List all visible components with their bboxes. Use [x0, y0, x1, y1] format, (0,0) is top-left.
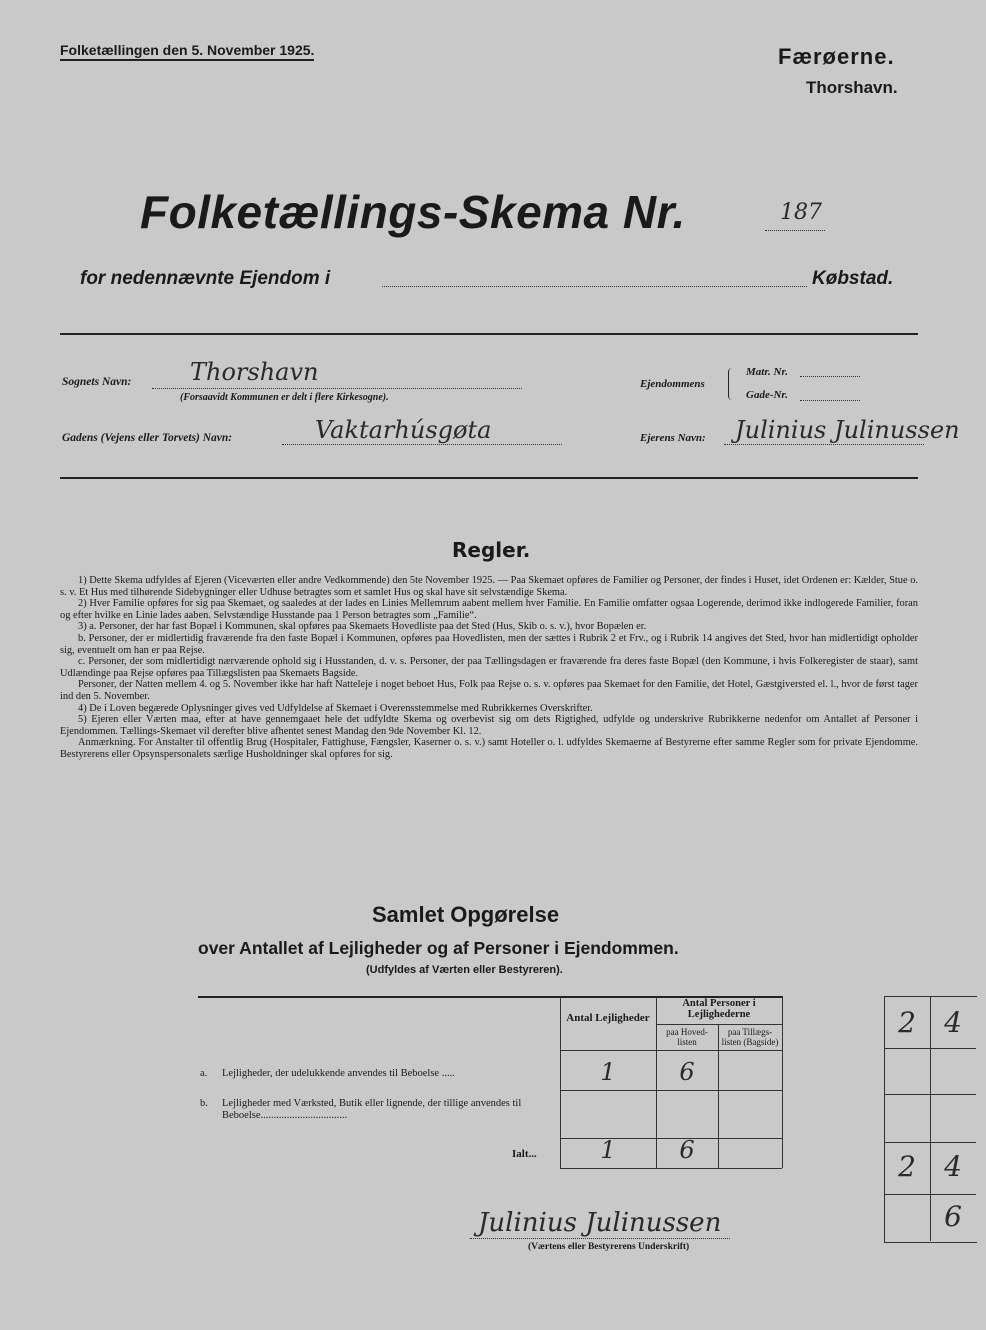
col-hoved-header: paa Hoved-listen	[666, 1027, 708, 1047]
parish-note: (Forsaavidt Kommunen er delt i flere Kirkesogne).	[180, 392, 389, 403]
total-antal: 1	[600, 1136, 616, 1164]
form-title: Folketællings-Skema Nr.	[140, 186, 686, 238]
rules-text	[60, 575, 918, 761]
tally-hline-3	[884, 1142, 976, 1143]
top-rule	[60, 333, 918, 335]
gade-line	[800, 400, 860, 401]
subtitle-left: for nedennævnte Ejendom i	[80, 268, 331, 289]
form-number: 187	[780, 200, 822, 225]
table-hline-sub	[656, 1024, 782, 1025]
gade-label: Gade-Nr.	[746, 389, 788, 401]
row-b-letter: b.	[200, 1098, 208, 1109]
region-label: Færøerne.	[778, 44, 895, 69]
rule-3a: 3) a. Personer, der har fast Bopæl i Kommunen, skal opføres paa Skemaets Hovedliste paa det Sted (Hus, Skib o. s. v.), hvor Bopælen er.	[78, 621, 647, 633]
owner-label: Ejerens Navn:	[640, 432, 706, 444]
town-label: Thorshavn.	[806, 78, 898, 97]
owner-line	[724, 444, 924, 445]
row-a-antal: 1	[600, 1058, 616, 1086]
rule-3c: c. Personer, der som midlertidigt nærværende ophold sig i Husstanden, d. v. s. Personer, der paa Tællingsdagen er fraværende fra deres faste Bopæl (den Kommune, i hvis Folkeregister de staar), samt Udlændinge paa Rejse opføres paa Tillægslisten paa Skemaets Bagside.	[60, 656, 918, 679]
tally-hline-1	[884, 1048, 976, 1049]
total-label: Ialt...	[512, 1148, 537, 1160]
signature: Julinius Julinussen	[478, 1208, 722, 1238]
property-brace	[728, 368, 735, 400]
tally-r1-left: 2	[898, 1006, 916, 1039]
tally-r3-left: 2	[898, 1150, 916, 1183]
signature-line	[470, 1238, 730, 1239]
town-blank-line	[382, 286, 807, 287]
table-vline-4	[782, 996, 783, 1168]
total-hoved: 6	[679, 1136, 695, 1164]
summary-note: (Udfyldes af Værten eller Bestyreren).	[366, 964, 563, 976]
table-hline-head	[560, 1050, 782, 1051]
row-b-label: Lejligheder med Værksted, Butik eller lignende, der tillige anvendes til Beboelse.................................	[222, 1098, 522, 1121]
summary-subheading: over Antallet af Lejligheder og af Personer i Ejendommen.	[198, 938, 679, 958]
census-date-line: Folketællingen den 5. November 1925.	[60, 42, 314, 61]
rule-1: 1) Dette Skema udfyldes af Ejeren (Viceværten eller andre Vedkommende) den 5te November 1925. — Paa Skemaet opføres de Familier og Personer, der findes i Huset, idet Ordenen er: Kælder, Stue o. s. v. Et Hus med tilhørende Sidebygninger eller Udhuse betragtes som et samlet Hus og skal have sit selvstændige Skema.	[60, 575, 918, 598]
property-label: Ejendommens	[640, 378, 705, 390]
tally-r3-right: 4	[944, 1150, 962, 1183]
tally-hline-4	[884, 1194, 976, 1195]
row-a-hoved: 6	[679, 1058, 695, 1086]
summary-heading: Samlet Opgørelse	[372, 902, 560, 927]
parish-value: Thorshavn	[190, 358, 319, 386]
street-line	[282, 444, 562, 445]
col-personer-header: Antal Personer i Lejlighederne	[682, 998, 756, 1020]
subtitle-right: Købstad.	[812, 268, 894, 289]
fields-bottom-rule	[60, 477, 918, 479]
tally-r1-right: 4	[944, 1006, 962, 1039]
form-number-line	[765, 230, 825, 231]
rule-5: 5) Ejeren eller Værten maa, efter at have gennemgaaet hele det udfyldte Skema og overbevist sig om dets Rigtighed, udfylde og underskrive Rubrikkerne nedenfor om Antallet af Personer i Ejendommen. Tællings-Skemaet vil derefter blive afhentet senest Mandag den 9de November Kl. 12.	[60, 714, 918, 737]
owner-value: Julinius Julinussen	[735, 416, 960, 444]
col-antal-header: Antal Lejligheder	[566, 1012, 650, 1024]
rule-3b: b. Personer, der er midlertidig fraværende fra den faste Bopæl i Kommunen, opføres paa Hovedlisten, men der sættes i Rubrik 2 et Frv., og i Rubrik 14 angives det Sted, hvor han midlertidigt opholder sig, eventuelt om han er paa Rejse.	[60, 632, 918, 656]
row-a-letter: a.	[200, 1068, 208, 1079]
table-vline-3	[718, 1024, 719, 1168]
rule-3-extra: Personer, der Natten mellem 4. og 5. November ikke har haft Natteleje i noget beboet Hus, Folk paa Rejse o. s. v. opføres paa Skemaet for den Familie, det Hotel, Gæstgiversted el. l., hvor de først tager ind den 5. November.	[60, 679, 918, 702]
rule-note: Anmærkning. For Anstalter til offentlig Brug (Hospitaler, Fattighuse, Fængsler, Kaserner o. s. v.) samt Hoteller o. l. udfyldes Skemaerne af Bestyrerne efter samme Regler som for private Ejendomme. Bestyrerens eller Opsynspersonalets særlige Husholdninger skal opføres for sig.	[60, 737, 918, 760]
signature-caption: (Værtens eller Bestyrerens Underskrift)	[528, 1242, 690, 1252]
table-hline-a	[560, 1090, 782, 1091]
row-a-label: Lejligheder, der udelukkende anvendes til Beboelse .....	[222, 1068, 455, 1079]
col-tillaeg-header: paa Tillægs-listen (Bagside)	[721, 1027, 779, 1047]
tally-r4-right: 6	[944, 1200, 962, 1233]
table-hline-total	[560, 1168, 782, 1169]
matr-label: Matr. Nr.	[746, 366, 788, 378]
rule-2: 2) Hver Familie opføres for sig paa Skemaet, og saaledes at der lades en Linies Mellemrum aabent mellem hver Familie. En Familie omfatter ogsaa Logerende, derimod ikke indlogerede Familier, foran og efter hvilke en Linie lades aaben. Selvstændige Husstande paa 1 Person betragtes som „Familie“.	[60, 598, 918, 621]
parish-label: Sognets Navn:	[62, 376, 132, 388]
rule-4: 4) De i Loven begærede Oplysninger gives ved Udfyldelse af Skemaet i Overensstemmelse med Rubrikkernes Overskrifter.	[78, 702, 593, 714]
street-value: Vaktarhúsgøta	[315, 416, 492, 444]
matr-line	[800, 376, 860, 377]
tally-hline-2	[884, 1094, 976, 1095]
street-label: Gadens (Vejens eller Torvets) Navn:	[62, 432, 233, 444]
parish-line	[152, 388, 522, 389]
rules-heading: Regler.	[452, 538, 531, 562]
